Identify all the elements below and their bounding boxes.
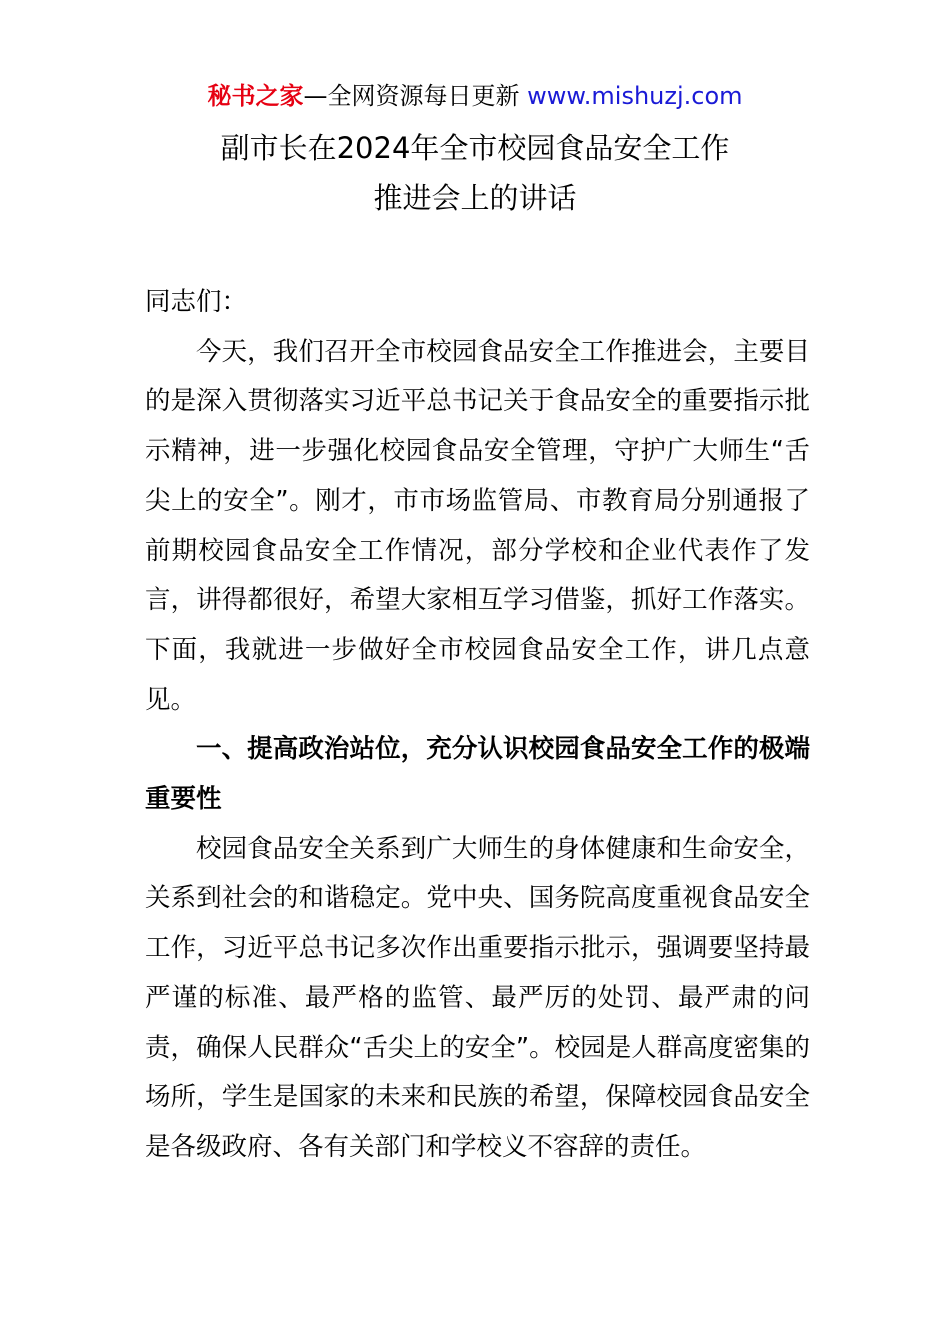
paragraph: 校园食品安全关系到广大师生的身体健康和生命安全，关系到社会的和谐稳定。党中央、国务院高度重视食品安全工作，习近平总书记多次作出重要指示批示，强调要坚持最严谨的标准、最严格的监管、最严厉的处罚、最严肃的问责，确保人民群众“舌尖上的安全”。校园是人群高度密集的场所，学生是国家的未来和民族的希望，保障校园食品安全是各级政府、各有关部门和学校义不容辞的责任。 xyxy=(145,833,810,1162)
document-title-line-1: 副市长在2024年全市校园食品安全工作 xyxy=(220,131,730,165)
document-body xyxy=(145,278,810,1173)
brand-name: 秘书之家 xyxy=(207,82,304,110)
site-header xyxy=(0,80,950,112)
site-url-link[interactable]: www.mishuzj.com xyxy=(527,82,743,110)
salutation: 同志们： xyxy=(145,287,248,317)
section-heading: 一、提高政治站位，充分认识校园食品安全工作的极端重要性 xyxy=(145,734,810,815)
document-title-line-2: 推进会上的讲话 xyxy=(373,181,577,215)
header-tagline: —全网资源每日更新 xyxy=(303,82,520,110)
paragraph: 今天，我们召开全市校园食品安全工作推进会，主要目的是深入贯彻落实习近平总书记关于食品安全的重要指示批示精神，进一步强化校园食品安全管理，守护广大师生“舌尖上的安全”。刚才，市市场监管局、市教育局分别通报了前期校园食品安全工作情况，部分学校和企业代表作了发言，讲得都很好，希望大家相互学习借鉴，抓好工作落实。下面，我就进一步做好全市校园食品安全工作，讲几点意见。 xyxy=(145,336,810,715)
